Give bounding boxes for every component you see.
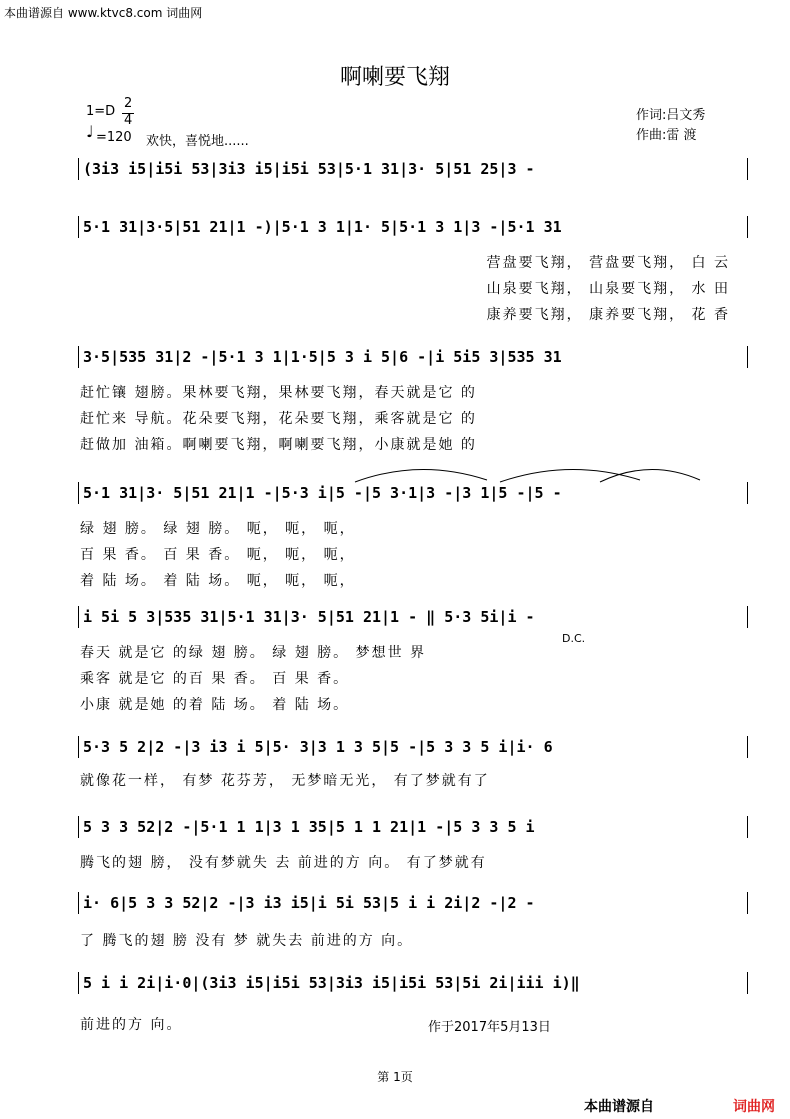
expression-marking: 欢快，喜悦地...... [146,134,249,149]
lyric-block1-verse2: 山泉要飞翔， 山泉要飞翔， 水 田 [486,281,730,297]
brand-source-text: 本曲谱源自 [584,1099,654,1115]
lyric-block1-verse1: 营盘要飞翔， 营盘要飞翔， 白 云 [486,255,730,271]
score-line-8: i· 6|5 3 3 52|2 -|3 i3 i5|i 5i 53|5 i i 2i|2 -|2 - [78,892,748,914]
lyric-block3-verse2: 百 果 香。 百 果 香。 呃， 呃， 呃， [80,547,356,563]
page-title: 啊喇要飞翔 [339,65,450,90]
score-line-9: 5 i i 2i|i·0|(3i3 i5|i5i 53|3i3 i5|i5i 53|5i 2i|iii i)‖ [78,972,748,994]
lyric-block4-verse2: 乘客 就是它 的百 果 香。 百 果 香。 [80,671,350,687]
lyric-line-7: 了 腾飞的翅 膀 没有 梦 就失去 前进的方 向。 [80,933,414,949]
lyric-block2-verse2: 赶忙来 导航。花朵要飞翔，花朵要飞翔，乘客就是它 的 [80,411,477,427]
lyric-line-8: 前进的方 向。 [80,1017,183,1033]
lyricist-credit: 作词:吕文秀 [636,108,706,123]
key-signature: 1=D [86,104,116,119]
score-line-2: 5·1 31|3·5|51 21|1 -)|5·1 3 1|1· 5|5·1 3 1|3 -|5·1 31 [78,216,748,238]
page-number: 第 1页 [377,1070,413,1084]
score-line-6: 5·3 5 2|2 -|3 i3 i 5|5· 3|3 1 3 5|5 -|5 3 3 5 i|i· 6 [78,736,748,758]
lyric-block4-verse3: 小康 就是她 的着 陆 场。 着 陆 场。 [80,697,350,713]
score-line-3: 3·5|535 31|2 -|5·1 3 1|1·5|5 3 i 5|6 -|i 5i5 3|535 31 [78,346,748,368]
source-watermark: 本曲谱源自 www.ktvc8.com 词曲网 [4,6,203,20]
score-line-7: 5 3 3 52|2 -|5·1 1 1|3 1 35|5 1 1 21|1 -|5 3 3 5 i [78,816,748,838]
lyric-block3-verse3: 着 陆 场。 着 陆 场。 呃， 呃， 呃， [80,573,356,589]
lyric-block2-verse3: 赶做加 油箱。啊喇要飞翔，啊喇要飞翔，小康就是她 的 [80,437,477,453]
lyric-block3-verse1: 绿 翅 膀。 绿 翅 膀。 呃， 呃， 呃， [80,521,356,537]
composer-credit: 作曲:雷 渡 [636,128,697,143]
lyric-block2-verse1: 赶忙镶 翅膀。果林要飞翔，果林要飞翔，春天就是它 的 [80,385,477,401]
composition-date: 作于2017年5月13日 [428,1020,551,1035]
lyric-line-6: 腾飞的翅 膀， 没有梦就失 去 前进的方 向。 有了梦就有 [80,855,487,871]
lyric-block4-verse1: 春天 就是它 的绿 翅 膀。 绿 翅 膀。 梦想世 界 [80,645,427,661]
time-signature-top: 2 [124,96,133,111]
score-line-4: 5·1 31|3· 5|51 21|1 -|5·3 i|5 -|5 3·1|3 -|3 1|5 -|5 - [78,482,748,504]
score-line-5: i 5i 5 3|535 31|5·1 31|3· 5|51 21|1 - ‖ 5·3 5i|i - [78,606,748,628]
time-signature-bottom: 4 [124,113,133,128]
brand-logo-text: 词曲网 [733,1099,775,1115]
quarter-note-icon: ♩ [86,122,94,141]
dc-marking: D.C. [562,632,586,645]
score-line-1: (3i3 i5|i5i 53|3i3 i5|i5i 53|5·1 31|3· 5|51 25|3 - [78,158,748,180]
lyric-block1-verse3: 康养要飞翔， 康养要飞翔， 花 香 [486,307,730,323]
tempo-value: =120 [96,130,132,145]
lyric-line-5: 就像花一样， 有梦 花芬芳， 无梦暗无光， 有了梦就有了 [80,773,490,789]
